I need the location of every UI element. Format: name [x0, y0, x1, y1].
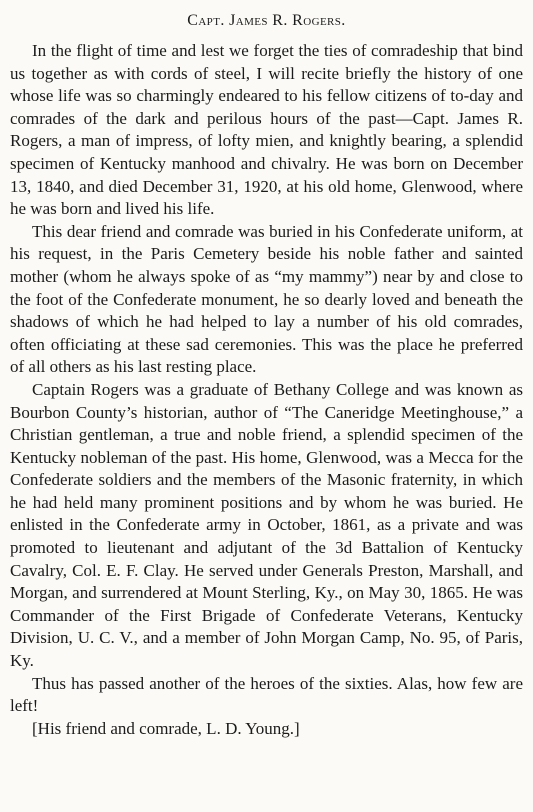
- paragraph-2: This dear friend and comrade was buried in his Confederate uniform, at his request, in the Paris Cemetery beside his noble father and sainted mother (whom he always spoke of as “my mammy”) near by and close to the foot of the Confederate monument, he so dearly loved and beneath the shadows of which he had helped to lay a number of his old comrades, often officiating at these sad ceremonies. This was the place he preferred of all others as his last resting place.: [10, 221, 523, 377]
- signature: [His friend and comrade, L. D. Young.]: [32, 718, 300, 738]
- article-title: Capt. James R. Rogers.: [187, 12, 346, 29]
- paragraph-4: Thus has passed another of the heroes of the sixties. Alas, how few are left!: [10, 673, 523, 716]
- paragraph-1: In the flight of time and lest we forget the ties of comradeship that bind us together as with cords of steel, I will recite briefly the history of one whose life was so charmingly endeared to his fellow citizens of to-day and comrades of the dark and perilous hours of the past—Capt. James R. Rogers, a man of impress, of lofty mien, and knightly bearing, a splendid specimen of Kentucky manhood and chivalry. He was born on December 13, 1840, and died December 31, 1920, at his old home, Glenwood, where he was born and lived his life.: [10, 41, 523, 219]
- paragraph-3: Captain Rogers was a graduate of Bethany College and was known as Bourbon County’s historian, author of “The Caneridge Meetinghouse,” a Christian gentleman, a true and noble friend, a splendid specimen of the Kentucky nobleman of the past. His home, Glenwood, was a Mecca for the Confederate soldiers and the members of the Masonic fraternity, in which he had held many prominent positions and by whom he was buried. He enlisted in the Confederate army in October, 1861, as a private and was promoted to lieutenant and adjutant of the 3d Battalion of Kentucky Cavalry, Col. E. F. Clay. He served under Generals Preston, Marshall, and Morgan, and surrendered at Mount Sterling, Ky., on May 30, 1865. He was Commander of the First Brigade of Confederate Veterans, Kentucky Division, U. C. V., and a member of John Morgan Camp, No. 95, of Paris, Ky.: [10, 379, 523, 671]
